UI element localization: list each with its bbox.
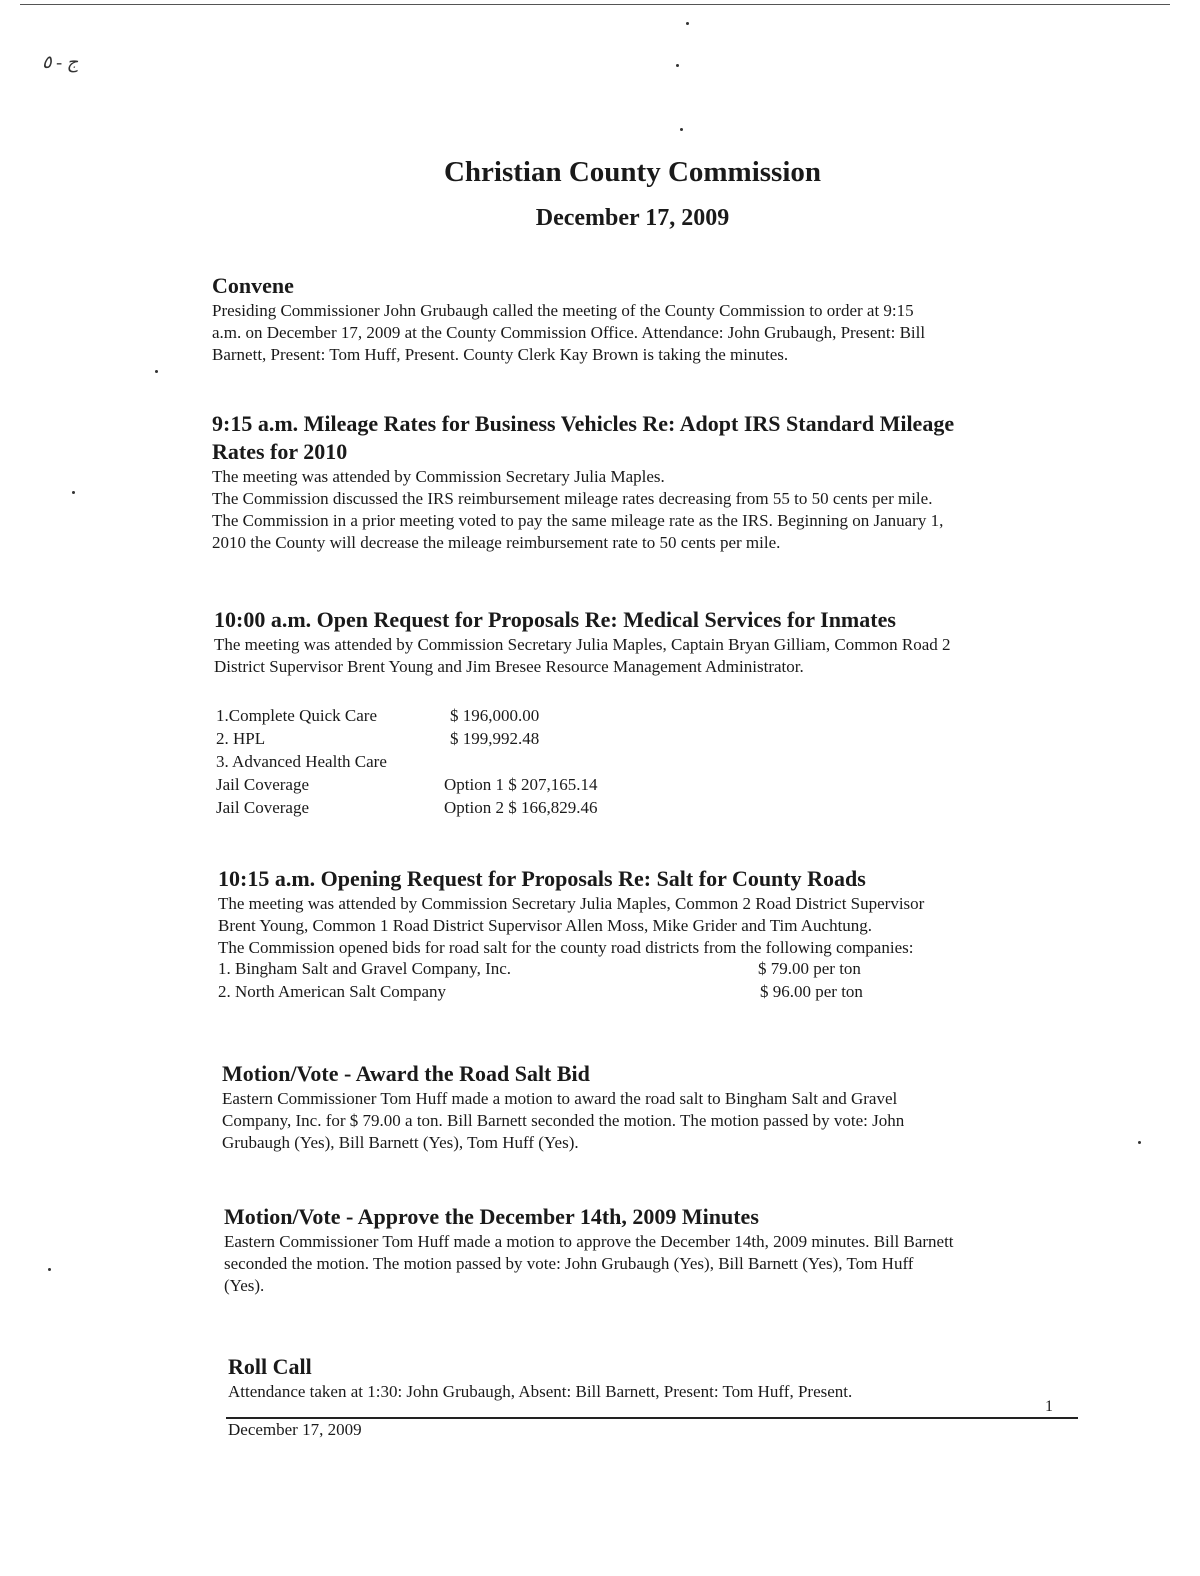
body-line: District Supervisor Brent Young and Jim Bresee Resource Management Administrator. bbox=[214, 657, 804, 676]
bid-name: Jail Coverage bbox=[216, 775, 309, 794]
body-line: The Commission in a prior meeting voted to pay the same mileage rate as the IRS. Beginning on January 1, bbox=[212, 511, 944, 530]
bid-name: 2. HPL bbox=[216, 729, 266, 748]
body-line: Eastern Commissioner Tom Huff made a motion to approve the December 14th, 2009 minutes. Bill Barnett bbox=[224, 1232, 954, 1251]
bid-amount: Option 1 $ 207,165.14 bbox=[444, 775, 598, 794]
body-line: Eastern Commissioner Tom Huff made a motion to award the road salt to Bingham Salt and Gravel bbox=[222, 1089, 898, 1108]
scan-speck bbox=[1138, 1141, 1141, 1144]
bid-name: 2. North American Salt Company bbox=[218, 982, 447, 1001]
salt-bid-list bbox=[218, 959, 924, 1005]
body-line: Barnett, Present: Tom Huff, Present. County Clerk Kay Brown is taking the minutes. bbox=[212, 345, 789, 364]
section-convene bbox=[212, 272, 925, 366]
bid-name: 1. Bingham Salt and Gravel Company, Inc. bbox=[218, 959, 512, 978]
footer-rule bbox=[226, 1417, 1078, 1419]
section-roll-call bbox=[228, 1353, 852, 1403]
section-heading: Motion/Vote - Award the Road Salt Bid bbox=[222, 1061, 590, 1086]
scan-speck bbox=[686, 22, 689, 25]
body-line: Company, Inc. for $ 79.00 a ton. Bill Barnett seconded the motion. The motion passed by vote: John bbox=[222, 1111, 905, 1130]
section-heading: 10:15 a.m. Opening Request for Proposals Re: Salt for County Roads bbox=[218, 866, 866, 891]
section-award-salt bbox=[222, 1060, 904, 1154]
body-line: seconded the motion. The motion passed by vote: John Grubaugh (Yes), Bill Barnett (Yes), Tom Huff bbox=[224, 1254, 914, 1273]
body-line: Attendance taken at 1:30: John Grubaugh, Absent: Bill Barnett, Present: Tom Huff, Present. bbox=[228, 1382, 853, 1401]
section-heading: Motion/Vote - Approve the December 14th, 2009 Minutes bbox=[224, 1204, 759, 1229]
bid-price: $ 96.00 per ton bbox=[760, 982, 863, 1001]
body-line: (Yes). bbox=[224, 1276, 265, 1295]
body-line: The meeting was attended by Commission Secretary Julia Maples. bbox=[212, 467, 665, 486]
bid-row bbox=[214, 798, 951, 821]
section-body bbox=[224, 1231, 954, 1297]
bid-name: 3. Advanced Health Care bbox=[216, 752, 387, 771]
heading-line: 9:15 a.m. Mileage Rates for Business Vehicles Re: Adopt IRS Standard Mileage bbox=[212, 411, 955, 436]
bid-row bbox=[214, 729, 951, 752]
bid-name: Jail Coverage bbox=[216, 798, 309, 817]
bid-price: $ 79.00 per ton bbox=[758, 959, 861, 978]
body-line: The Commission discussed the IRS reimbursement mileage rates decreasing from 55 to 50 cents per mile. bbox=[212, 489, 933, 508]
section-body bbox=[212, 300, 925, 366]
scan-speck bbox=[72, 491, 75, 494]
scan-speck bbox=[676, 64, 679, 67]
bid-amount: Option 2 $ 166,829.46 bbox=[444, 798, 598, 817]
top-edge-line bbox=[20, 4, 1170, 5]
heading-line: Rates for 2010 bbox=[212, 439, 348, 464]
document-title: Christian County Commission bbox=[443, 156, 822, 188]
bid-name: 1.Complete Quick Care bbox=[216, 706, 377, 725]
bid-row bbox=[218, 982, 924, 1005]
section-heading: Roll Call bbox=[228, 1354, 312, 1379]
scan-speck bbox=[155, 370, 158, 373]
footer-date: December 17, 2009 bbox=[228, 1420, 362, 1439]
page-number: 1 bbox=[1045, 1398, 1053, 1415]
section-body bbox=[228, 1381, 852, 1403]
section-salt bbox=[218, 865, 924, 1005]
body-line: The Commission opened bids for road salt for the county road districts from the following companies: bbox=[218, 938, 914, 957]
medical-bid-list bbox=[214, 706, 951, 821]
bid-amount: $ 199,992.48 bbox=[450, 729, 540, 748]
body-line: Brent Young, Common 1 Road District Supervisor Allen Moss, Mike Grider and Tim Auchtung. bbox=[218, 916, 873, 935]
body-line: The meeting was attended by Commission Secretary Julia Maples, Captain Bryan Gilliam, Common Road 2 bbox=[214, 635, 951, 654]
section-heading: Convene bbox=[212, 273, 294, 298]
section-body bbox=[218, 893, 924, 959]
section-medical bbox=[214, 606, 951, 821]
bid-amount: $ 196,000.00 bbox=[450, 706, 540, 725]
section-body bbox=[222, 1088, 904, 1154]
bid-row bbox=[218, 959, 924, 982]
section-heading bbox=[212, 410, 954, 466]
handwritten-mark: ج - ٥ bbox=[42, 52, 79, 72]
bid-row bbox=[214, 775, 951, 798]
section-approve-minutes bbox=[224, 1203, 954, 1297]
bid-row bbox=[214, 752, 951, 775]
section-body bbox=[214, 634, 951, 678]
document-date: December 17, 2009 bbox=[535, 205, 730, 231]
section-body bbox=[212, 466, 954, 554]
body-line: Grubaugh (Yes), Bill Barnett (Yes), Tom Huff (Yes). bbox=[222, 1133, 579, 1152]
body-line: a.m. on December 17, 2009 at the County Commission Office. Attendance: John Grubaugh, Present: Bill bbox=[212, 323, 926, 342]
scan-speck bbox=[48, 1268, 51, 1271]
section-heading: 10:00 a.m. Open Request for Proposals Re: Medical Services for Inmates bbox=[214, 607, 896, 632]
bid-row bbox=[214, 706, 951, 729]
scan-speck bbox=[680, 128, 683, 131]
section-mileage bbox=[212, 410, 954, 554]
body-line: The meeting was attended by Commission Secretary Julia Maples, Common 2 Road District Supervisor bbox=[218, 894, 925, 913]
body-line: 2010 the County will decrease the mileage reimbursement rate to 50 cents per mile. bbox=[212, 533, 781, 552]
body-line: Presiding Commissioner John Grubaugh called the meeting of the County Commission to order at 9:15 bbox=[212, 301, 914, 320]
